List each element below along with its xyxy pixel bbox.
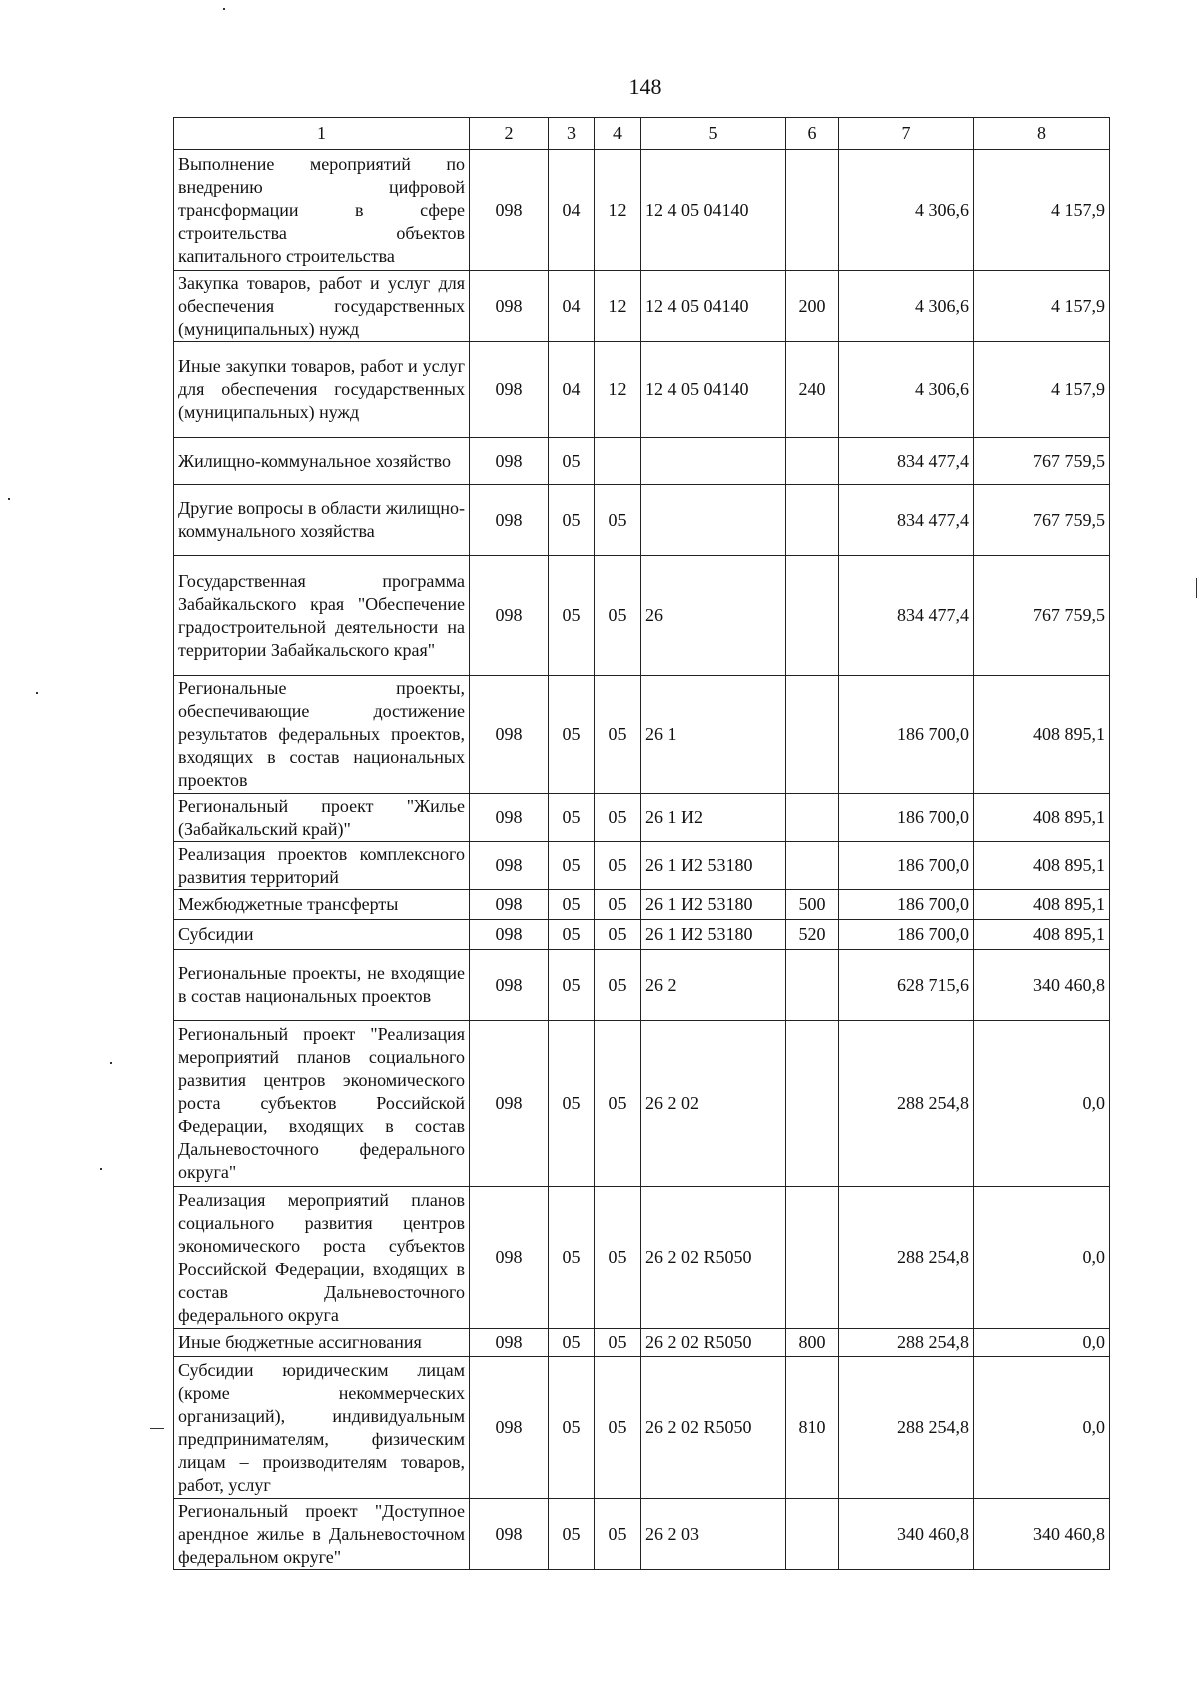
- cell-amount-8: 4 157,9: [974, 342, 1110, 438]
- table-row: [174, 794, 1110, 842]
- cell-expense-type: [786, 1499, 839, 1570]
- table-row: [174, 1499, 1110, 1570]
- cell-amount-8: 0,0: [974, 1357, 1110, 1499]
- cell-target-article: 26 2 03: [641, 1499, 786, 1570]
- cell-section: 05: [549, 890, 595, 920]
- cell-target-article: 12 4 05 04140: [641, 342, 786, 438]
- cell-target-article: 26 1 И2 53180: [641, 890, 786, 920]
- cell-target-article: [641, 485, 786, 556]
- cell-amount-7: 4 306,6: [839, 271, 974, 342]
- cell-section: 04: [549, 271, 595, 342]
- cell-subsection: 05: [595, 1357, 641, 1499]
- table-row: [174, 1021, 1110, 1187]
- cell-section: 05: [549, 485, 595, 556]
- row-name: Региональный проект "Доступное арендное жилье в Дальневосточном федеральном округе": [174, 1499, 470, 1570]
- cell-chapter: 098: [470, 842, 549, 890]
- cell-section: 05: [549, 556, 595, 676]
- row-name: Иные закупки товаров, работ и услуг для обеспечения государственных (муниципальных) нужд: [174, 342, 470, 438]
- cell-amount-7: 186 700,0: [839, 920, 974, 950]
- table-row: [174, 438, 1110, 485]
- cell-subsection: 05: [595, 1021, 641, 1187]
- cell-target-article: 26 2 02: [641, 1021, 786, 1187]
- table-row: [174, 342, 1110, 438]
- row-name: Выполнение мероприятий по внедрению цифровой трансформации в сфере строительства объектов капитального строительства: [174, 150, 470, 271]
- cell-chapter: 098: [470, 794, 549, 842]
- cell-amount-7: 186 700,0: [839, 676, 974, 794]
- row-name: Реализация проектов комплексного развития территорий: [174, 842, 470, 890]
- cell-section: 05: [549, 842, 595, 890]
- col-header-7: 7: [839, 118, 974, 150]
- cell-amount-7: 288 254,8: [839, 1187, 974, 1329]
- col-header-2: 2: [470, 118, 549, 150]
- cell-chapter: 098: [470, 556, 549, 676]
- table-row: [174, 556, 1110, 676]
- cell-chapter: 098: [470, 920, 549, 950]
- cell-amount-7: 4 306,6: [839, 150, 974, 271]
- budget-table: [173, 117, 1110, 1570]
- cell-expense-type: [786, 794, 839, 842]
- cell-amount-8: 340 460,8: [974, 1499, 1110, 1570]
- cell-chapter: 098: [470, 950, 549, 1021]
- scan-dot: [100, 1168, 102, 1170]
- cell-amount-8: 0,0: [974, 1021, 1110, 1187]
- cell-amount-7: 834 477,4: [839, 485, 974, 556]
- cell-target-article: 26 1 И2 53180: [641, 920, 786, 950]
- cell-target-article: 12 4 05 04140: [641, 150, 786, 271]
- row-name: Жилищно-коммунальное хозяйство: [174, 438, 470, 485]
- table-row: [174, 950, 1110, 1021]
- cell-subsection: 05: [595, 890, 641, 920]
- page-number: 148: [628, 74, 662, 99]
- table-row: [174, 676, 1110, 794]
- row-name: Межбюджетные трансферты: [174, 890, 470, 920]
- cell-amount-7: 288 254,8: [839, 1357, 974, 1499]
- cell-chapter: 098: [470, 271, 549, 342]
- cell-amount-7: 4 306,6: [839, 342, 974, 438]
- cell-section: 05: [549, 1187, 595, 1329]
- cell-amount-8: 340 460,8: [974, 950, 1110, 1021]
- row-name: Субсидии: [174, 920, 470, 950]
- table-row: [174, 920, 1110, 950]
- cell-section: 05: [549, 1499, 595, 1570]
- cell-amount-8: 767 759,5: [974, 556, 1110, 676]
- cell-target-article: 26 1 И2 53180: [641, 842, 786, 890]
- cell-expense-type: [786, 1187, 839, 1329]
- cell-expense-type: [786, 150, 839, 271]
- row-name: Региональный проект "Жилье (Забайкальский край)": [174, 794, 470, 842]
- row-name: Региональный проект "Реализация мероприятий планов социального развития центров экономического роста субъектов Российской Федерации, входящих в состав Дальневосточного федерального округа": [174, 1021, 470, 1187]
- col-header-4: 4: [595, 118, 641, 150]
- cell-subsection: 05: [595, 1187, 641, 1329]
- table-row: [174, 1357, 1110, 1499]
- cell-section: 04: [549, 150, 595, 271]
- col-header-3: 3: [549, 118, 595, 150]
- cell-chapter: 098: [470, 150, 549, 271]
- row-name: Субсидии юридическим лицам (кроме некоммерческих организаций), индивидуальным предпринимателям, физическим лицам – производителям товаров, работ, услуг: [174, 1357, 470, 1499]
- cell-amount-7: 628 715,6: [839, 950, 974, 1021]
- header-row: [174, 118, 1110, 150]
- cell-subsection: 05: [595, 676, 641, 794]
- cell-amount-8: 767 759,5: [974, 438, 1110, 485]
- cell-target-article: 12 4 05 04140: [641, 271, 786, 342]
- cell-amount-8: 767 759,5: [974, 485, 1110, 556]
- cell-section: 05: [549, 920, 595, 950]
- cell-section: 05: [549, 1329, 595, 1357]
- scan-dot: [8, 498, 10, 500]
- col-header-1: 1: [174, 118, 470, 150]
- cell-expense-type: [786, 485, 839, 556]
- cell-section: 05: [549, 794, 595, 842]
- table-row: [174, 271, 1110, 342]
- scan-dot: [36, 692, 38, 694]
- cell-expense-type: [786, 438, 839, 485]
- cell-expense-type: [786, 556, 839, 676]
- cell-subsection: 05: [595, 950, 641, 1021]
- cell-chapter: 098: [470, 438, 549, 485]
- cell-target-article: 26 1 И2: [641, 794, 786, 842]
- table-row: [174, 1329, 1110, 1357]
- cell-subsection: [595, 438, 641, 485]
- cell-amount-8: 408 895,1: [974, 920, 1110, 950]
- cell-expense-type: 810: [786, 1357, 839, 1499]
- table-row: [174, 842, 1110, 890]
- cell-subsection: 12: [595, 271, 641, 342]
- cell-amount-7: 186 700,0: [839, 890, 974, 920]
- col-header-6: 6: [786, 118, 839, 150]
- cell-expense-type: [786, 842, 839, 890]
- cell-section: 05: [549, 950, 595, 1021]
- cell-expense-type: [786, 950, 839, 1021]
- col-header-5: 5: [641, 118, 786, 150]
- cell-section: 04: [549, 342, 595, 438]
- cell-expense-type: [786, 676, 839, 794]
- cell-section: 05: [549, 676, 595, 794]
- cell-section: 05: [549, 1021, 595, 1187]
- cell-amount-8: 408 895,1: [974, 676, 1110, 794]
- cell-expense-type: 800: [786, 1329, 839, 1357]
- cell-section: 05: [549, 1357, 595, 1499]
- cell-chapter: 098: [470, 1357, 549, 1499]
- cell-target-article: 26 1: [641, 676, 786, 794]
- table-row: [174, 1187, 1110, 1329]
- cell-amount-8: 4 157,9: [974, 150, 1110, 271]
- cell-amount-8: 408 895,1: [974, 794, 1110, 842]
- cell-target-article: [641, 438, 786, 485]
- row-name: Региональные проекты, обеспечивающие достижение результатов федеральных проектов, входящих в состав национальных проектов: [174, 676, 470, 794]
- cell-amount-7: 288 254,8: [839, 1021, 974, 1187]
- cell-target-article: 26 2 02 R5050: [641, 1357, 786, 1499]
- cell-chapter: 098: [470, 1499, 549, 1570]
- cell-chapter: 098: [470, 1329, 549, 1357]
- row-name: Закупка товаров, работ и услуг для обеспечения государственных (муниципальных) нужд: [174, 271, 470, 342]
- cell-chapter: 098: [470, 676, 549, 794]
- cell-amount-8: 0,0: [974, 1187, 1110, 1329]
- cell-target-article: 26 2 02 R5050: [641, 1329, 786, 1357]
- cell-amount-7: 834 477,4: [839, 556, 974, 676]
- cell-section: 05: [549, 438, 595, 485]
- cell-amount-7: 186 700,0: [839, 794, 974, 842]
- cell-subsection: 12: [595, 342, 641, 438]
- cell-subsection: 05: [595, 794, 641, 842]
- row-name: Государственная программа Забайкальского края "Обеспечение градостроительной деятельности на территории Забайкальского края": [174, 556, 470, 676]
- scan-dot: [110, 1062, 112, 1064]
- col-header-8: 8: [974, 118, 1110, 150]
- cell-subsection: 12: [595, 150, 641, 271]
- cell-chapter: 098: [470, 1187, 549, 1329]
- table-row: [174, 890, 1110, 920]
- cell-chapter: 098: [470, 890, 549, 920]
- cell-target-article: 26 2: [641, 950, 786, 1021]
- cell-expense-type: 500: [786, 890, 839, 920]
- cell-subsection: 05: [595, 920, 641, 950]
- cell-expense-type: 200: [786, 271, 839, 342]
- table-row: [174, 485, 1110, 556]
- cell-chapter: 098: [470, 485, 549, 556]
- cell-subsection: 05: [595, 485, 641, 556]
- cell-amount-8: 4 157,9: [974, 271, 1110, 342]
- scan-dash: [150, 1428, 164, 1429]
- cell-amount-7: 288 254,8: [839, 1329, 974, 1357]
- cell-amount-7: 340 460,8: [839, 1499, 974, 1570]
- cell-amount-7: 186 700,0: [839, 842, 974, 890]
- cell-chapter: 098: [470, 1021, 549, 1187]
- cell-subsection: 05: [595, 842, 641, 890]
- cell-target-article: 26 2 02 R5050: [641, 1187, 786, 1329]
- cell-amount-7: 834 477,4: [839, 438, 974, 485]
- cell-subsection: 05: [595, 556, 641, 676]
- row-name: Реализация мероприятий планов социального развития центров экономического роста субъектов Российской Федерации, входящих в состав Дальневосточного федерального округа: [174, 1187, 470, 1329]
- row-name: Другие вопросы в области жилищно-коммунального хозяйства: [174, 485, 470, 556]
- cell-expense-type: 240: [786, 342, 839, 438]
- cell-amount-8: 408 895,1: [974, 842, 1110, 890]
- cell-amount-8: 0,0: [974, 1329, 1110, 1357]
- scan-edge: [1196, 578, 1197, 598]
- cell-expense-type: 520: [786, 920, 839, 950]
- cell-subsection: 05: [595, 1329, 641, 1357]
- scan-dot: [223, 8, 225, 10]
- table-row: [174, 150, 1110, 271]
- cell-subsection: 05: [595, 1499, 641, 1570]
- row-name: Региональные проекты, не входящие в состав национальных проектов: [174, 950, 470, 1021]
- cell-chapter: 098: [470, 342, 549, 438]
- row-name: Иные бюджетные ассигнования: [174, 1329, 470, 1357]
- cell-amount-8: 408 895,1: [974, 890, 1110, 920]
- cell-expense-type: [786, 1021, 839, 1187]
- cell-target-article: 26: [641, 556, 786, 676]
